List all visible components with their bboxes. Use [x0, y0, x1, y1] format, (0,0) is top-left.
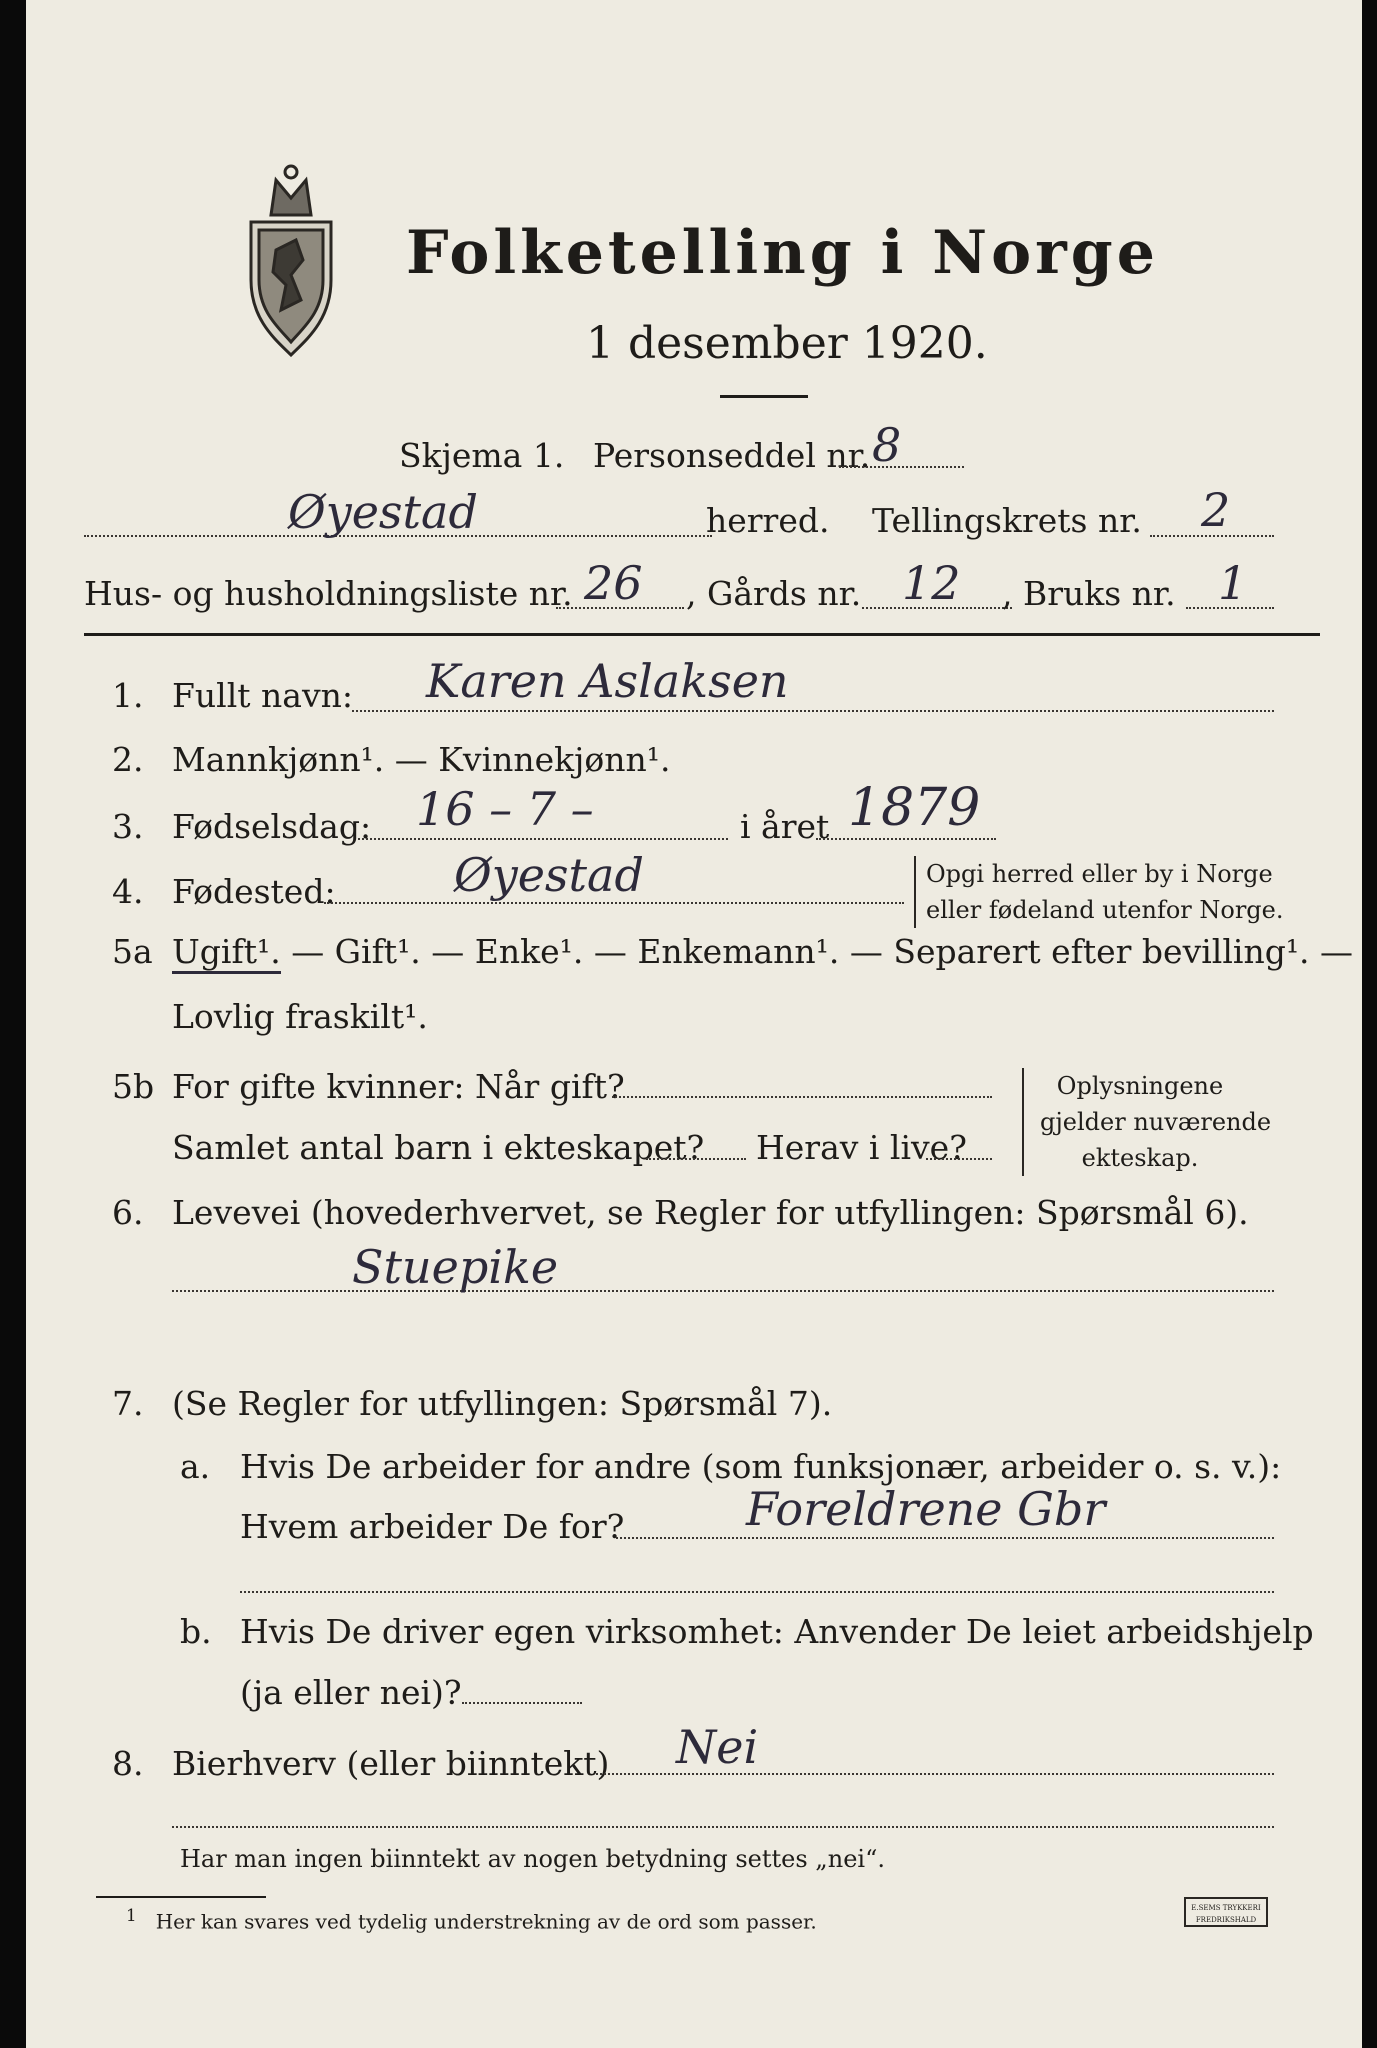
herred-value: Øyestad — [288, 485, 478, 539]
q3-year-line — [816, 838, 996, 840]
q1-label: Fullt navn: — [172, 676, 353, 715]
personseddel-value: 8 — [872, 418, 902, 472]
q7-label: (Se Regler for utfyllingen: Spørsmål 7). — [172, 1384, 833, 1423]
q8-value: Nei — [676, 1720, 759, 1774]
q7a-line1 — [616, 1537, 1274, 1539]
q7b-letter: b. — [180, 1612, 212, 1651]
footnote — [126, 1906, 817, 1934]
form-title: Folketelling i Norge — [406, 218, 1159, 288]
title-divider — [720, 395, 808, 398]
q6-value: Stuepike — [352, 1240, 559, 1294]
q4-line — [324, 902, 904, 904]
husholdningsliste-label: Hus- og husholdningsliste nr. — [84, 574, 573, 613]
q7-number: 7. — [112, 1384, 144, 1423]
header-rule — [84, 633, 1320, 636]
q5b-label1: For gifte kvinner: Når gift? — [172, 1067, 625, 1106]
q5b-number: 5b — [112, 1067, 155, 1106]
tellingskrets-label: Tellingskrets nr. — [872, 501, 1142, 540]
q8-label: Bierhverv (eller biinntekt) — [172, 1744, 610, 1783]
q8-number: 8. — [112, 1744, 144, 1783]
q3-year-label: i året — [740, 807, 830, 846]
q7b-line — [462, 1702, 582, 1704]
nei-instruction: Har man ingen biinntekt av nogen betydning settes „nei“. — [180, 1845, 885, 1873]
q2-number: 2. — [112, 740, 144, 779]
q5b-alive-line — [926, 1158, 992, 1160]
q5b-label3: Herav i live? — [756, 1128, 967, 1167]
personseddel-line — [839, 466, 964, 468]
q7b-label2: (ja eller nei)? — [240, 1673, 462, 1712]
q1-line — [352, 710, 1274, 712]
gards-label: , Gårds nr. — [686, 574, 862, 613]
q5a-other-options: — Gift¹. — Enke¹. — Enkemann¹. — Separert efter bevilling¹. — — [291, 932, 1354, 971]
census-date: 1 desember 1920. — [586, 318, 988, 369]
personseddel-label: Personseddel nr. — [593, 436, 871, 475]
q3-day-line — [358, 838, 728, 840]
q5b-children-line — [646, 1158, 746, 1160]
herred-label: herred. — [706, 501, 830, 540]
q5b-note-line3: ekteskap. — [1081, 1144, 1199, 1172]
q4-note-line2: eller fødeland utenfor Norge. — [926, 896, 1284, 924]
q6-label: Levevei (hovederhvervet, se Regler for utfyllingen: Spørsmål 6). — [172, 1193, 1249, 1232]
census-form-page — [26, 0, 1362, 2048]
q3-value: 16 – 7 – — [416, 782, 594, 836]
q5b-note-line1: Oplysningene — [1056, 1072, 1224, 1100]
gards-value: 12 — [902, 556, 961, 610]
q5a-ugift-underlined: Ugift¹. — [172, 932, 281, 974]
q7a-letter: a. — [180, 1447, 211, 1486]
footnote-text: Her kan svares ved tydelig understrekning av de ord som passer. — [155, 1909, 817, 1934]
bleed-through-text — [1006, 100, 1336, 138]
q6-number: 6. — [112, 1193, 144, 1232]
footnote-mark: 1 — [126, 1906, 137, 1925]
q5b-married-line — [612, 1096, 992, 1098]
q7b-label1: Hvis De driver egen virksomhet: Anvender De leiet arbeidshjelp — [240, 1612, 1314, 1651]
q3-label: Fødselsdag: — [172, 807, 372, 846]
q7a-label1: Hvis De arbeider for andre (som funksjonær, arbeider o. s. v.): — [240, 1447, 1282, 1486]
bruks-value: 1 — [1218, 556, 1248, 610]
q7a-line2 — [240, 1591, 1274, 1593]
q5b-note-line2: gjelder nuværende — [1040, 1108, 1272, 1136]
q4-note — [914, 856, 1284, 928]
q6-line — [172, 1290, 1274, 1292]
q5a-number: 5a — [112, 932, 153, 971]
printer-line2: FREDRIKSHALD — [1195, 1916, 1257, 1924]
printer-stamp — [1184, 1897, 1268, 1927]
schema-label: Skjema 1. — [399, 436, 565, 475]
q5a-options — [172, 932, 1353, 971]
tellingskrets-value: 2 — [1201, 483, 1231, 537]
q4-note-line1: Opgi herred eller by i Norge — [926, 860, 1273, 888]
q4-label: Fødested: — [172, 872, 336, 911]
q7a-label2: Hvem arbeider De for? — [240, 1507, 625, 1546]
q5a-line2: Lovlig fraskilt¹. — [172, 997, 428, 1036]
bruks-label: , Bruks nr. — [1002, 574, 1176, 613]
printer-line1: E.SEMS TRYKKERI — [1191, 1904, 1261, 1912]
q1-value: Karen Aslaksen — [426, 654, 789, 708]
q8-line2 — [172, 1826, 1274, 1828]
q3-number: 3. — [112, 807, 144, 846]
q4-number: 4. — [112, 872, 144, 911]
q5b-label2: Samlet antal barn i ekteskapet? — [172, 1128, 705, 1167]
coat-of-arms-icon — [241, 160, 341, 365]
q5b-note — [1022, 1068, 1272, 1176]
husholdningsliste-value: 26 — [584, 556, 643, 610]
q2-text: Mannkjønn¹. — Kvinnekjønn¹. — [172, 740, 671, 779]
q1-number: 1. — [112, 676, 144, 715]
footnote-rule — [96, 1896, 266, 1898]
q4-value: Øyestad — [454, 848, 644, 902]
q3-year-value: 1879 — [848, 778, 981, 838]
q7a-value: Foreldrene Gbr — [746, 1482, 1106, 1536]
